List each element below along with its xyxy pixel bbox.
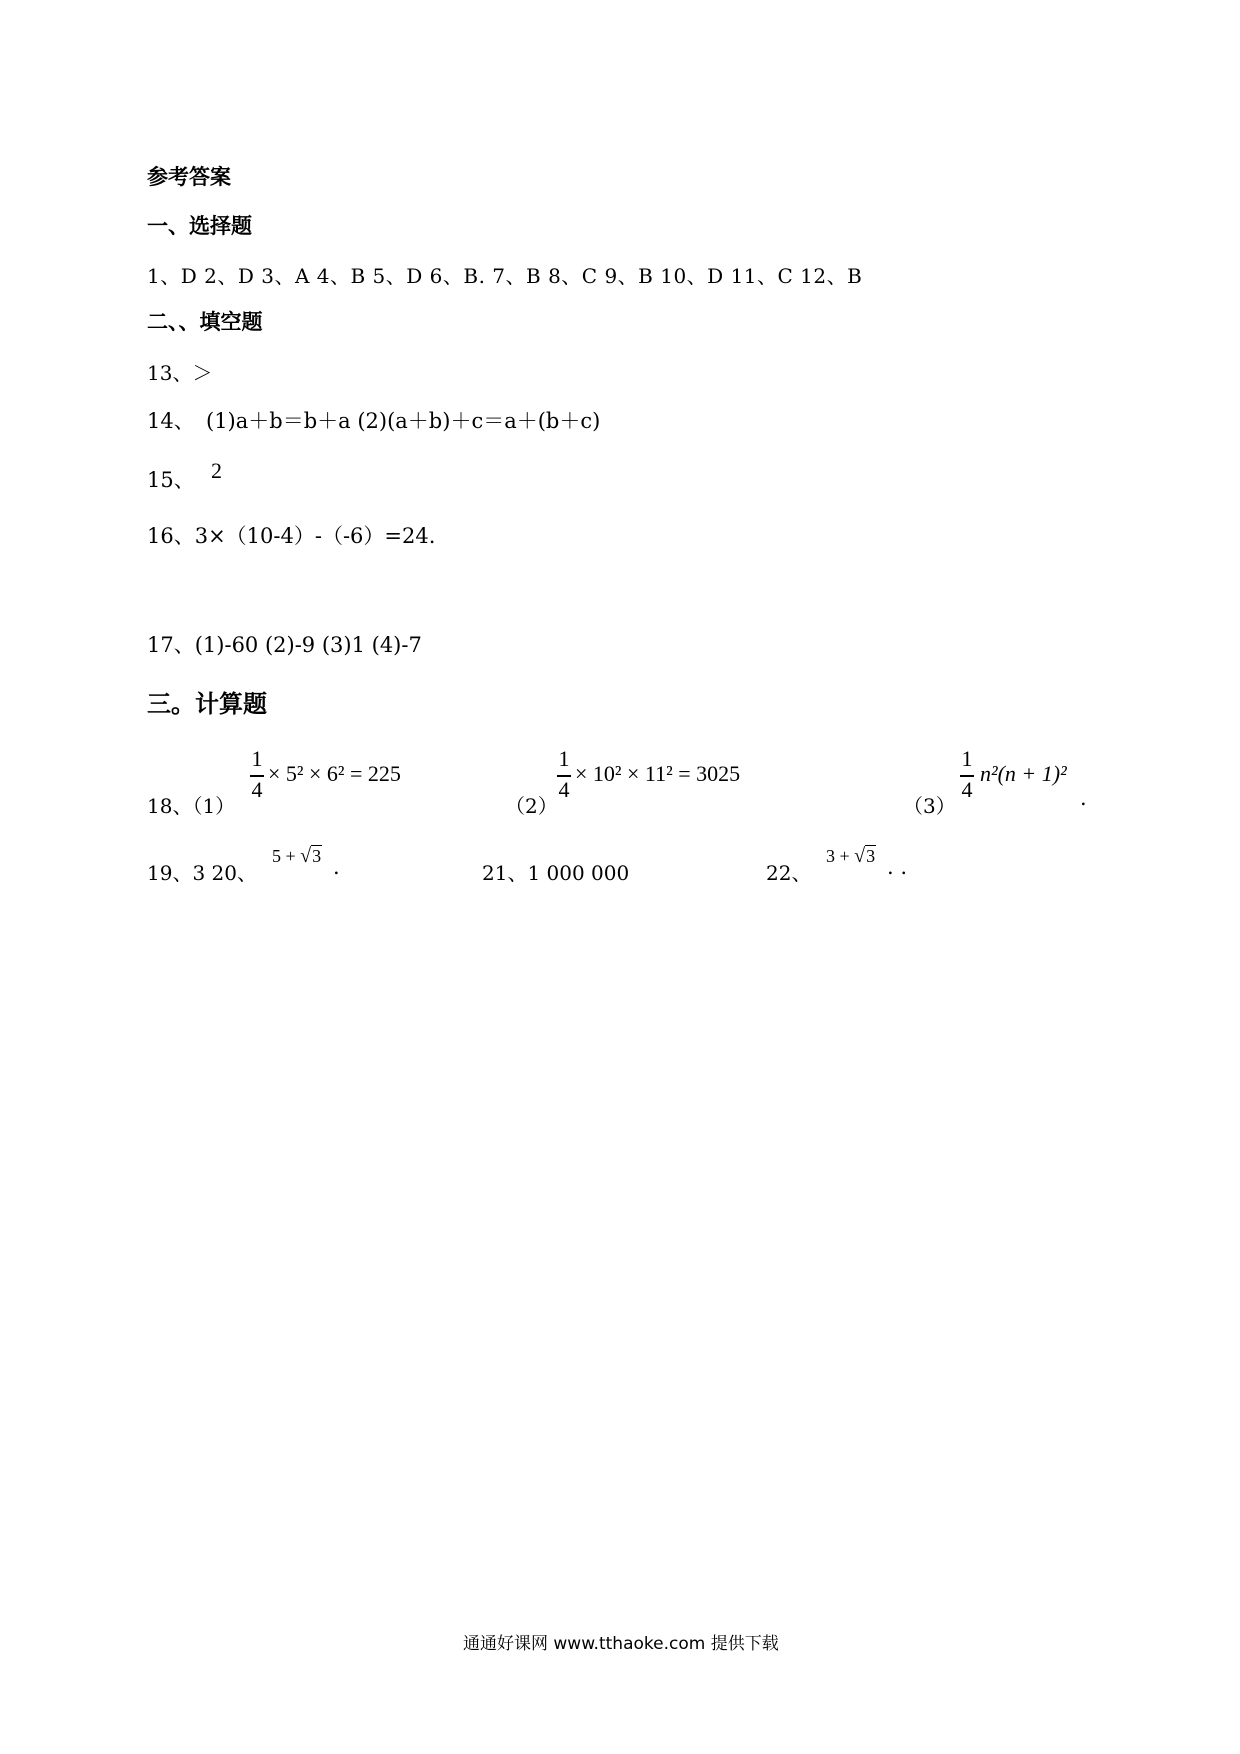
- answer-14: (1)a＋b＝b＋a (2)(a＋b)＋c＝a＋(b＋c): [206, 409, 601, 433]
- sqrt-symbol: √3: [300, 845, 322, 867]
- answer-20-base: 5 +: [272, 846, 301, 866]
- fraction-denominator: 4: [558, 777, 570, 802]
- answer-20-expr: [272, 845, 322, 868]
- answer-20-tail: .: [333, 855, 340, 879]
- fraction-numerator: 1: [961, 746, 973, 771]
- section-heading-choice: 一、选择题: [147, 214, 252, 238]
- answer-18-part3-label: （3）: [903, 794, 956, 818]
- choice-answers: 1、D 2、D 3、A 4、B 5、D 6、B. 7、B 8、C 9、B 10、D 11、C 12、B: [147, 264, 863, 288]
- answer-22-label: 22、: [766, 861, 812, 885]
- answer-18-expr-1: × 5² × 6² = 225: [268, 761, 401, 786]
- answer-22-tail: . .: [887, 855, 908, 879]
- answer-17: 17、(1)-60 (2)-9 (3)1 (4)-7: [147, 633, 422, 657]
- fraction-numerator: 1: [251, 746, 263, 771]
- answer-15-label: 15、: [147, 468, 195, 492]
- answer-18-expr-3: n²(n + 1)²: [980, 761, 1067, 786]
- sqrt-symbol: √3: [854, 845, 876, 867]
- answer-18-period: .: [1080, 786, 1087, 810]
- answer-15-value: 2: [211, 458, 222, 483]
- fraction-numerator: 1: [558, 746, 570, 771]
- fraction-denominator: 4: [961, 777, 973, 802]
- fraction-denominator: 4: [251, 777, 263, 802]
- answer-19-20-label: 19、3 20、: [147, 861, 257, 885]
- answer-18-label: 18、（1）: [147, 794, 236, 818]
- answer-14-label: 14、: [147, 409, 195, 433]
- answer-22-expr: [826, 845, 876, 868]
- answer-18-expr-2: × 10² × 11² = 3025: [575, 761, 741, 786]
- section-heading-calc: 三。计算题: [147, 690, 267, 718]
- section-heading-fill: 二、、填空题: [147, 310, 263, 334]
- answer-22-base: 3 +: [826, 846, 855, 866]
- radicand: 3: [866, 846, 876, 866]
- footer-text: 通通好课网 www.tthaoke.com 提供下载: [463, 1634, 779, 1654]
- radicand: 3: [312, 846, 322, 866]
- answer-18-part2-label: （2）: [505, 794, 558, 818]
- answer-16: 16、3×（10-4）-（-6）=24.: [147, 524, 436, 548]
- answer-21: 21、1 000 000: [482, 861, 630, 885]
- answer-title: 参考答案: [147, 165, 231, 189]
- answer-13: 13、＞: [147, 361, 213, 385]
